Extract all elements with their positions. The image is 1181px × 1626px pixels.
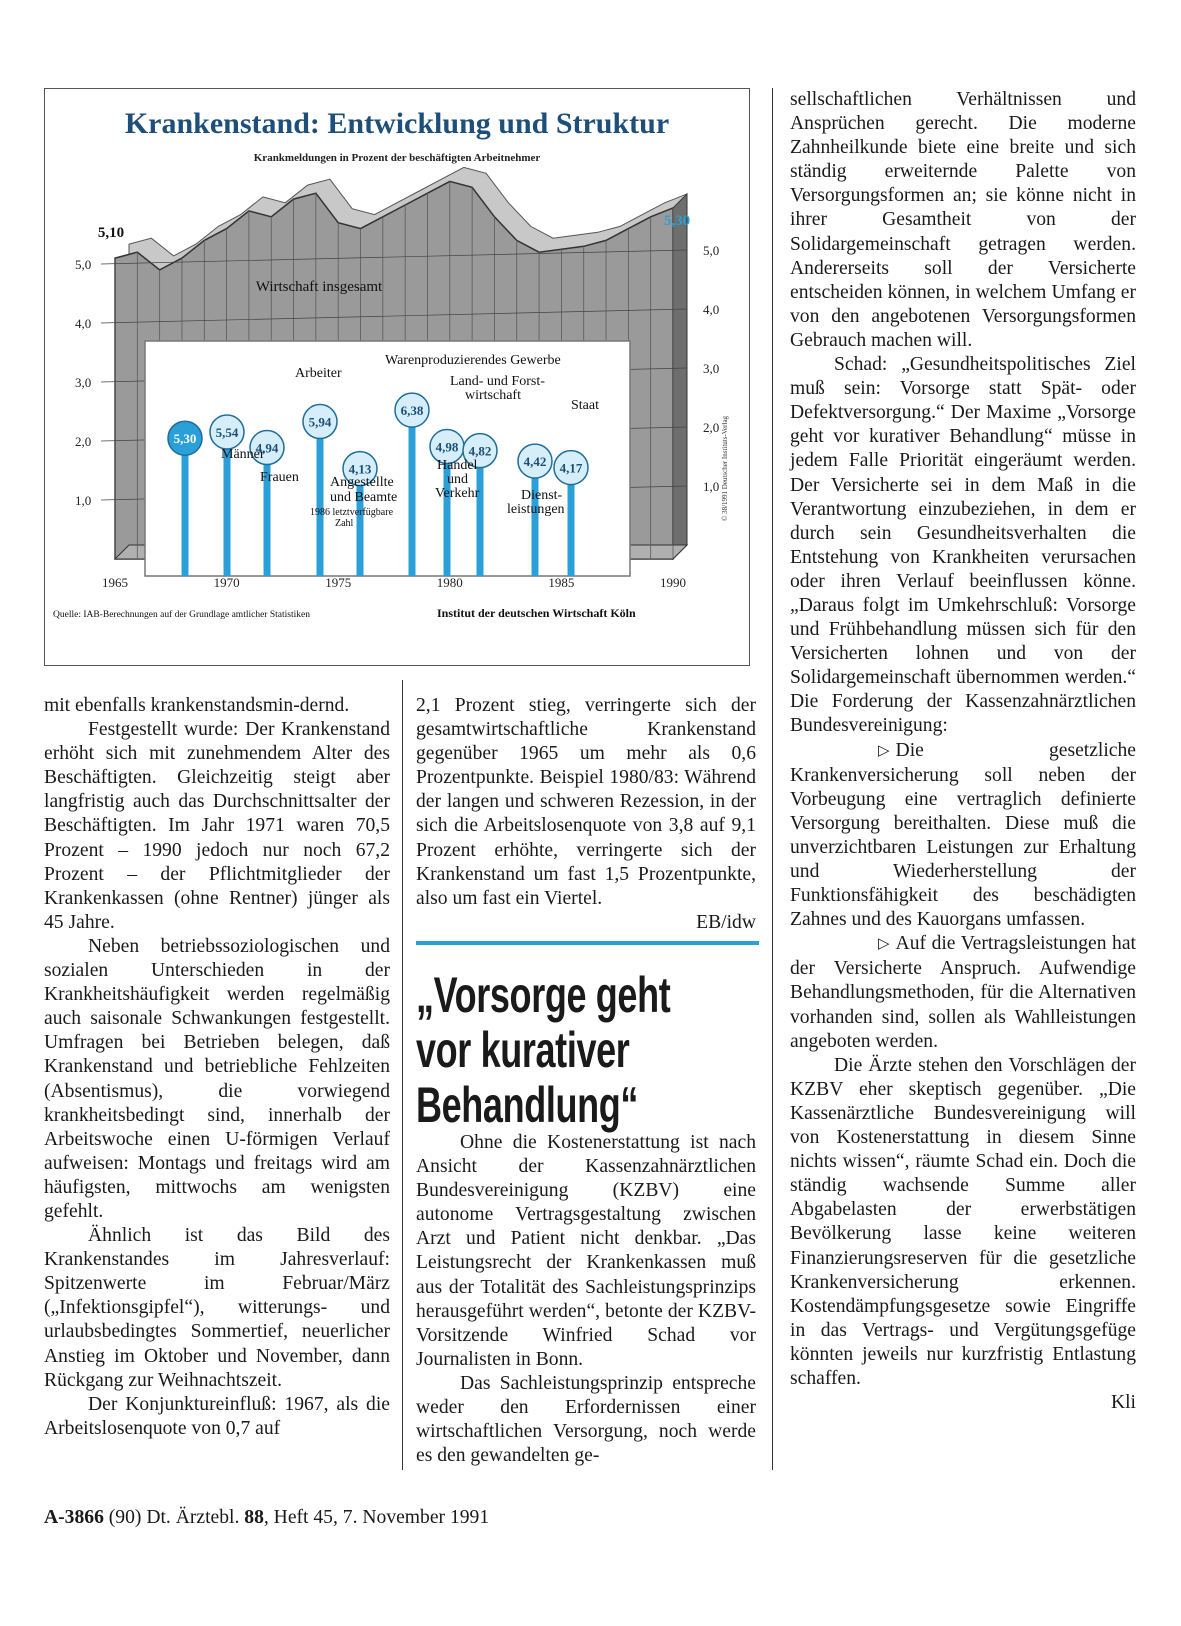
publisher-note: Institut der deutschen Wirtschaft Köln: [437, 606, 636, 620]
section-rule: [416, 941, 759, 945]
paragraph: Der Konjunktureinfluß: 1967, als die Arbeitslosenquote von 0,7 auf: [44, 1393, 390, 1439]
bar-stem-waren: [409, 410, 416, 576]
headline-line: „Vorsorge geht: [416, 967, 671, 1023]
x-tick-label: 1970: [213, 575, 240, 590]
bar-value-waren: 6,38: [400, 403, 424, 419]
paragraph: mit ebenfalls krankenstandsmin-dernd.: [44, 695, 350, 716]
bar-value-arbeiter: 5,94: [308, 414, 332, 430]
label-staat: Staat: [571, 398, 599, 413]
page-number: A-3866: [44, 1507, 104, 1528]
credit-note: © 38/1991 Deutscher Instituts-Verlag: [721, 415, 729, 521]
paragraph: Schad: „Gesundheitspolitisches Ziel muß sein: Vorsorge statt Spät- oder Defektversorgung.“ Der Maxime „Vorsorge geht vor kurativer Behandlung“ müsse in jedem Falle Priorität eingeräumt werden. Der Versicherte sei in dem Maß in die Verantwortung einzubeziehen, in dem er durch sein Gesundheitsverhalten die Entstehung von Krankheiten verursachen oder ihren Verlauf beeinflussen könne. „Daraus folgt im Umkehrschluß: Vorsorge und Frühbehandlung müssen sich für den Versicherten lohnen und von der Solidargemeinschaft übernommen werden.“ Die Forderung der Kassenzahnärztlichen Bundesvereinigung:: [790, 354, 1136, 737]
paragraph: sellschaftlichen Verhältnissen und Ansprüchen gerecht. Die moderne Zahnheilkunde biete eine breite und sich ständig erweiternde Palette von Versorgungsformen an; sie könne nicht in ihrer Gesamtheit von der Solidargemeinschaft getragen werden. Andererseits soll der Versicherte entscheiden können, in welchem Umfang er von den angebotenen Versorgungsformen Gebrauch machen will.: [790, 89, 1136, 351]
column-divider: [402, 680, 403, 1470]
paragraph: Ähnlich ist das Bild des Krankenstandes im Jahresverlauf: Spitzenwerte im Februar/März („Infektionsgipfel“), witterungs- und urlaubsbedingtes Sommertief, neuerlicher Anstieg im Oktober und November, dann Rückgang zur Weihnachtszeit.: [44, 1225, 390, 1391]
label-maenner: Männer: [221, 447, 265, 462]
source-note: Quelle: IAB-Berechnungen auf der Grundlage amtlicher Statistiken: [53, 610, 310, 620]
bar-value-overall: 5,30: [173, 431, 197, 447]
paragraph: Die Ärzte stehen den Vorschlägen der KZBV eher skeptisch gegenüber. „Die Kassenärztliche Bundesvereinigung will von Kostenerstattung in diesem Sinne nichts wissen“, räumte Schad ein. Doch die ständig wachsende Summe aller Abgabelasten der erwerbstätigen Bevölkerung lasse keine weiteren Finanzierungsreserven für die gesetzliche Krankenversicherung erkennen. Kostendämpfungsgesetze sowie Eingriffe in das Vertrags- und Vergütungsgefüge könnten jeweils nur kurzfristig Entlastung schaffen.: [790, 1054, 1136, 1389]
issue-text: (90) Dt. Ärztebl.: [108, 1507, 240, 1528]
bar-value-handel: 4,82: [468, 443, 492, 459]
label-handel-1: Handel: [437, 458, 478, 473]
paragraph: Neben betriebssoziologischen und sozialen Unterschieden in der Krankheitshäufigkeit werden regelmäßig auch saisonale Schwankungen festgestellt. Umfragen bei Betrieben belegen, daß Krankenstand und betriebliche Fehlzeiten (Absentismus), die vorwiegend krankheitsbedingt sind, innerhalb der Arbeitswoche einen U-förmigen Verlauf aufweisen: Montags und freitags wird am häufigsten, mittwochs am wenigsten gefehlt.: [44, 935, 390, 1222]
label-handel-2: und: [447, 472, 468, 487]
chart-figure: [44, 88, 750, 666]
y-tick-label-right: 4,0: [703, 302, 720, 317]
series-label: Wirtschaft insgesamt: [255, 279, 383, 295]
chart-canvas: [45, 89, 751, 667]
label-waren: Warenproduzierendes Gewerbe: [385, 353, 561, 368]
issue-date: , Heft 45, 7. November 1991: [263, 1507, 490, 1528]
bar-value-maenner: 5,54: [215, 424, 239, 440]
x-axis-ticks: [102, 575, 686, 590]
label-land-2: wirtschaft: [465, 388, 521, 403]
author-tag: Kli: [1110, 1392, 1136, 1414]
y-tick-label-left: 2,0: [75, 434, 92, 449]
chart-title: Krankenstand: Entwicklung und Struktur: [124, 107, 670, 140]
x-tick-label: 1980: [436, 575, 463, 590]
label-note-2: Zahl: [335, 518, 354, 529]
y-tick-label-left: 4,0: [75, 316, 92, 331]
paragraph: Festgestellt wurde: Der Krankenstand erhöht sich mit zunehmendem Alter des Beschäftigten. Gleichzeitig steigt aber langfristig auch das Durchschnittsalter der Beschäftigten. Im Jahr 1971 waren 70,5 Prozent – 1990 jedoch nur noch 67,2 Prozent – der Pflichtmitglieder der Krankenkassen (ohne Rentner) jünger als 45 Jahre.: [44, 719, 390, 933]
label-angestellte-1: Angestellte: [330, 475, 394, 490]
y-tick-label-right: 1,0: [703, 479, 720, 494]
start-value-label: 5,10: [97, 225, 125, 241]
page-footer: [44, 1507, 489, 1529]
paragraph: Ohne die Kostenerstattung ist nach Ansicht der Kassenzahnärztlichen Bundesvereinigung (KZBV) eine autonome Vertragsgestaltung zwischen Arzt und Patient nicht denkbar. „Das Leistungsrecht der Krankenkassen muß aus der Totalität des Sachleistungsprinzips herausgeführt werden“, betonte der KZBV-Vorsitzende Winfried Schad vor Journalisten in Bonn.: [416, 1132, 756, 1370]
x-tick-label: 1985: [548, 575, 575, 590]
x-tick-label: 1990: [660, 575, 686, 590]
article-column-right: [790, 88, 1136, 1415]
bar-stem-handel: [477, 451, 484, 576]
label-handel-3: Verkehr: [435, 486, 480, 501]
headline-line: Behandlung“: [416, 1077, 639, 1133]
bar-stem-arbeiter: [317, 422, 324, 576]
article-column-left: [44, 694, 390, 1441]
label-note-1: 1986 letztverfügbare: [310, 507, 394, 518]
y-tick-label-left: 5,0: [75, 257, 92, 272]
label-dienst-2: leistungen: [507, 502, 565, 517]
label-frauen: Frauen: [260, 470, 299, 485]
triangle-bullet-icon: ▷: [878, 936, 890, 953]
y-tick-label-left: 1,0: [75, 493, 92, 508]
label-land-1: Land- und Forst-: [450, 374, 545, 389]
volume-number: 88: [244, 1507, 264, 1528]
headline: [416, 967, 671, 1133]
bar-value-land: 4,98: [435, 439, 459, 455]
headline-line: vor kurativer: [416, 1022, 630, 1078]
bar-value-frauen: 4,94: [255, 440, 279, 456]
label-angestellte-2: und Beamte: [330, 490, 398, 505]
bar-value-dienst: 4,42: [523, 454, 547, 470]
end-value-label: 5,30: [663, 213, 691, 229]
y-tick-label-right: 3,0: [703, 361, 720, 376]
bullet-paragraph: ▷ Die gesetzliche Krankenversicherung soll neben der Vorbeugung eine vertraglich definierte Versorgung bereithalten. Diese muß die unverzichtbaren Leistungen zur Erhaltung und Wiederherstellung der Funktionsfähigkeit des beschädigten Zahnes und des Kauorgans umfassen.: [790, 739, 1136, 931]
bullet-paragraph: ▷ Auf die Vertragsleistungen hat der Versicherte Anspruch. Aufwendige Behandlungsmethoden, für die Alternativen vorhanden sind, sollen als Wahlleistungen angeboten werden.: [790, 933, 1136, 1052]
y-tick-label-right: 2,0: [703, 420, 720, 435]
y-tick-label-left: 3,0: [75, 375, 92, 390]
bar-value-angestellte: 4,13: [348, 461, 372, 477]
article-column-middle-bottom: [416, 1131, 756, 1468]
triangle-bullet-icon: ▷: [878, 742, 890, 759]
y-tick-label-right: 5,0: [703, 243, 720, 258]
paragraph: 2,1 Prozent stieg, verringerte sich der gesamtwirtschaftliche Krankenstand gegenüber 1965 um mehr als 0,6 Prozentpunkte. Beispiel 1980/83: Während der langen und schweren Rezession, in der sich die Arbeitslosenquote von 3,8 auf 9,1 Prozent erhöhte, verringerte sich der Krankenstand um fast 1,5 Prozentpunkte, also um fast ein Viertel.: [416, 695, 756, 909]
bar-value-staat: 4,17: [559, 460, 583, 476]
x-tick-label: 1965: [102, 575, 128, 590]
column-divider: [772, 88, 773, 1470]
x-tick-label: 1975: [325, 575, 352, 590]
article-column-middle-top: [416, 694, 756, 935]
chart-subtitle: Krankmeldungen in Prozent der beschäftigten Arbeitnehmer: [253, 152, 541, 164]
label-dienst-1: Dienst-: [521, 488, 563, 503]
bar-stem-overall: [182, 438, 189, 576]
bar-stem-frauen: [264, 448, 271, 576]
author-tag: EB/idw: [696, 911, 756, 933]
label-arbeiter: Arbeiter: [295, 366, 342, 381]
area-side-face: [673, 194, 687, 559]
paragraph: Das Sachleistungsprinzip entspreche weder den Erfordernissen einer wirtschaftlichen Versorgung, noch werde es den gewandelten ge-: [416, 1372, 756, 1467]
